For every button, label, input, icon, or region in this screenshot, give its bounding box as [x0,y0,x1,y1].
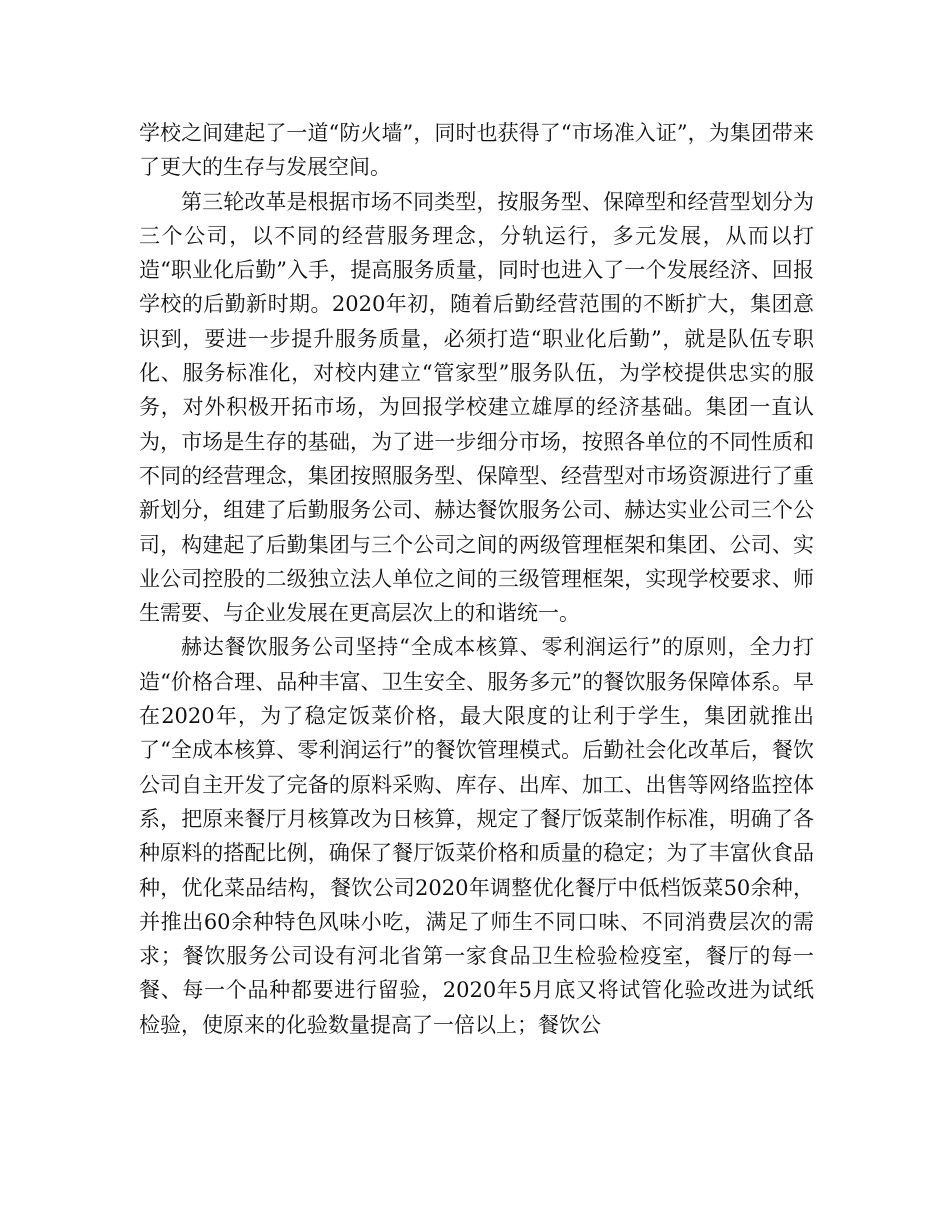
paragraph-3: 赫达餐饮服务公司坚持“全成本核算、零利润运行”的原则，全力打造“价格合理、品种丰富、卫生安全、服务多元”的餐饮服务保障体系。早在2020年，为了稳定饭菜价格，最大限度的让利于学生，集团就推出了“全成本核算、零利润运行”的餐饮管理模式。后勤社会化改革后，餐饮公司自主开发了完备的原料采购、库存、出库、加工、出售等网络监控体系，把原来餐厅月核算改为日核算，规定了餐厅饭菜制作标准，明确了各种原料的搭配比例，确保了餐厅饭菜价格和质量的稳定；为了丰富伙食品种，优化菜品结构，餐饮公司2020年调整优化餐厅中低档饭菜50余种，并推出60余种特色风味小吃，满足了师生不同口味、不同消费层次的需求；餐饮服务公司设有河北省第一家食品卫生检验检疫室，餐厅的每一餐、每一个品种都要进行留验，2020年5月底又将试管化验改进为试纸检验，使原来的化验数量提高了一倍以上；餐饮公 [139,635,814,1037]
paragraph-2: 第三轮改革是根据市场不同类型，按服务型、保障型和经营型划分为三个公司，以不同的经营服务理念，分轨运行，多元发展，从而以打造“职业化后勤”入手，提高服务质量，同时也进入了一个发展经济、回报学校的后勤新时期。2020年初，随着后勤经营范围的不断扩大，集团意识到，要进一步提升服务质量，必须打造“职业化后勤”，就是队伍专职化、服务标准化，对校内建立“管家型”服务队伍，为学校提供忠实的服务，对外积极开拓市场，为回报学校建立雄厚的经济基础。集团一直认为，市场是生存的基础，为了进一步细分市场，按照各单位的不同性质和不同的经营理念，集团按照服务型、保障型、经营型对市场资源进行了重新划分，组建了后勤服务公司、赫达餐饮服务公司、赫达实业公司三个公司，构建起了后勤集团与三个公司之间的两级管理框架和集团、公司、实业公司控股的二级独立法人单位之间的三级管理框架，实现学校要求、师生需要、与企业发展在更高层次上的和谐统一。 [139,189,814,626]
document-body [139,116,814,1042]
paragraph-1: 学校之间建起了一道“防火墙”，同时也获得了“市场准入证”，为集团带来了更大的生存与发展空间。 [139,121,814,180]
